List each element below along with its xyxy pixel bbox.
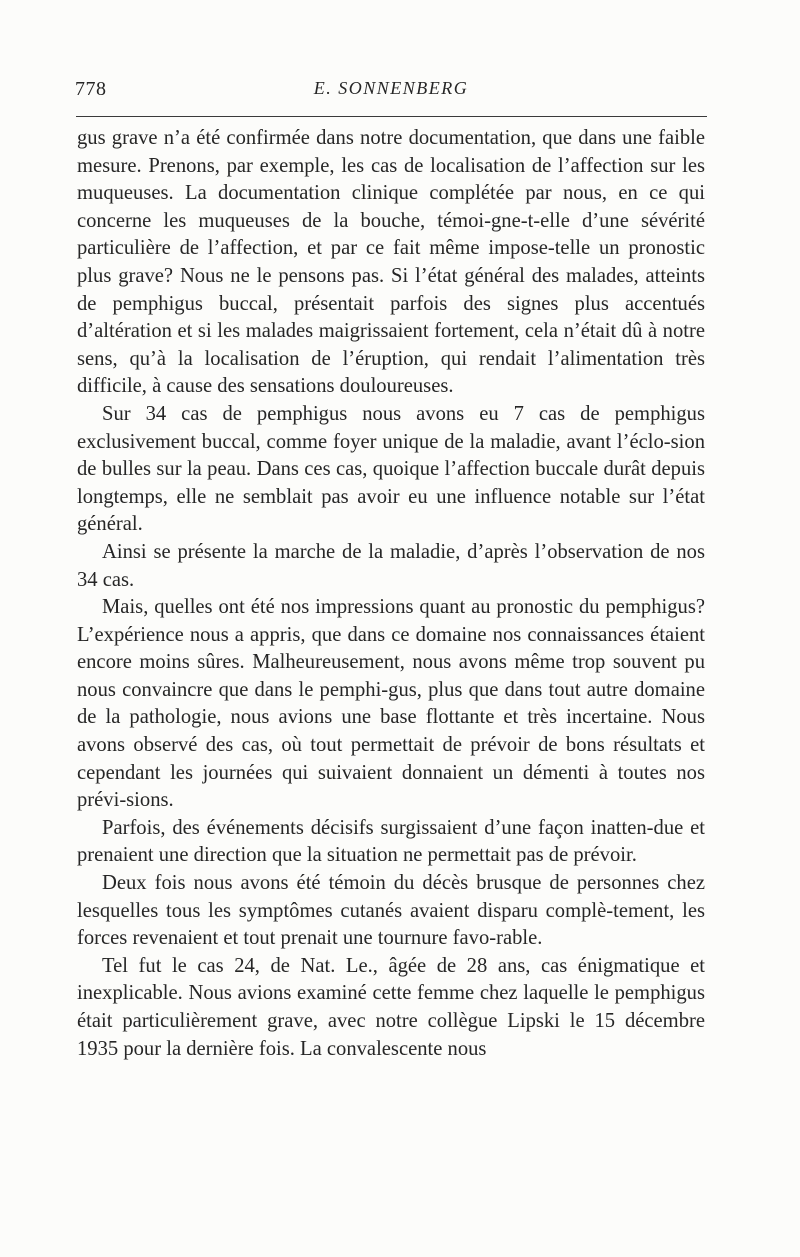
paragraph-4: Mais, quelles ont été nos impressions quant au pronostic du pemphigus? L’expérience nous a appris, que dans ce domaine nos connaissances étaient encore moins sûres. Malheureusement, nous avons même trop souvent pu nous convaincre que dans le pemphi-gus, plus que dans tout autre domaine de la pathologie, nous avions une base flottante et très incertaine. Nous avons observé des cas, où tout permettait de prévoir de bons résultats et cependant les journées qui suivaient donnaient un démenti à toutes nos prévi-sions. [77, 596, 705, 812]
paragraph-1: gus grave n’a été confirmée dans notre documentation, que dans une faible mesure. Prenons, par exemple, les cas de localisation de l’affection sur les muqueuses. La documentation clinique complétée par nous, en ce qui concerne les muqueuses de la bouche, témoi-gne-t-elle d’une sévérité particulière de l’affection, et par ce fait même impose-telle un pronostic plus grave? Nous ne le pensons pas. Si l’état général des malades, atteints de pemphigus buccal, présentait parfois des signes plus accentués d’altération et si les malades maigrissaient fortement, cela n’était dû à notre sens, qu’à la localisation de l’éruption, qui rendait l’alimentation très difficile, à cause des sensations douloureuses. [77, 127, 705, 398]
body-text [77, 125, 705, 1063]
header-rule [76, 116, 707, 117]
paragraph-6: Deux fois nous avons été témoin du décès brusque de personnes chez lesquelles tous les symptômes cutanés avaient disparu complè-tement, les forces revenaient et tout prenait une tournure favo-rable. [77, 872, 705, 950]
page-number: 778 [75, 78, 107, 100]
paragraph-2: Sur 34 cas de pemphigus nous avons eu 7 cas de pemphigus exclusivement buccal, comme foyer unique de la maladie, avant l’éclo-sion de bulles sur la peau. Dans ces cas, quoique l’affection buccale durât depuis longtemps, elle ne semblait pas avoir eu une influence notable sur l’état général. [77, 402, 705, 536]
running-title: E. SONNENBERG [313, 78, 469, 98]
paragraph-3: Ainsi se présente la marche de la maladie, d’après l’observation de nos 34 cas. [77, 540, 705, 591]
paragraph-7: Tel fut le cas 24, de Nat. Le., âgée de 28 ans, cas énigmatique et inexplicable. Nous avions examiné cette femme chez laquelle le pemphigus était particulièrement grave, avec notre collègue Lipski le 15 décembre 1935 pour la dernière fois. La convalescente nous [77, 954, 705, 1060]
page-header [75, 78, 707, 108]
paragraph-5: Parfois, des événements décisifs surgissaient d’une façon inatten-due et prenaient une direction que la situation ne permettait pas de prévoir. [77, 816, 705, 867]
